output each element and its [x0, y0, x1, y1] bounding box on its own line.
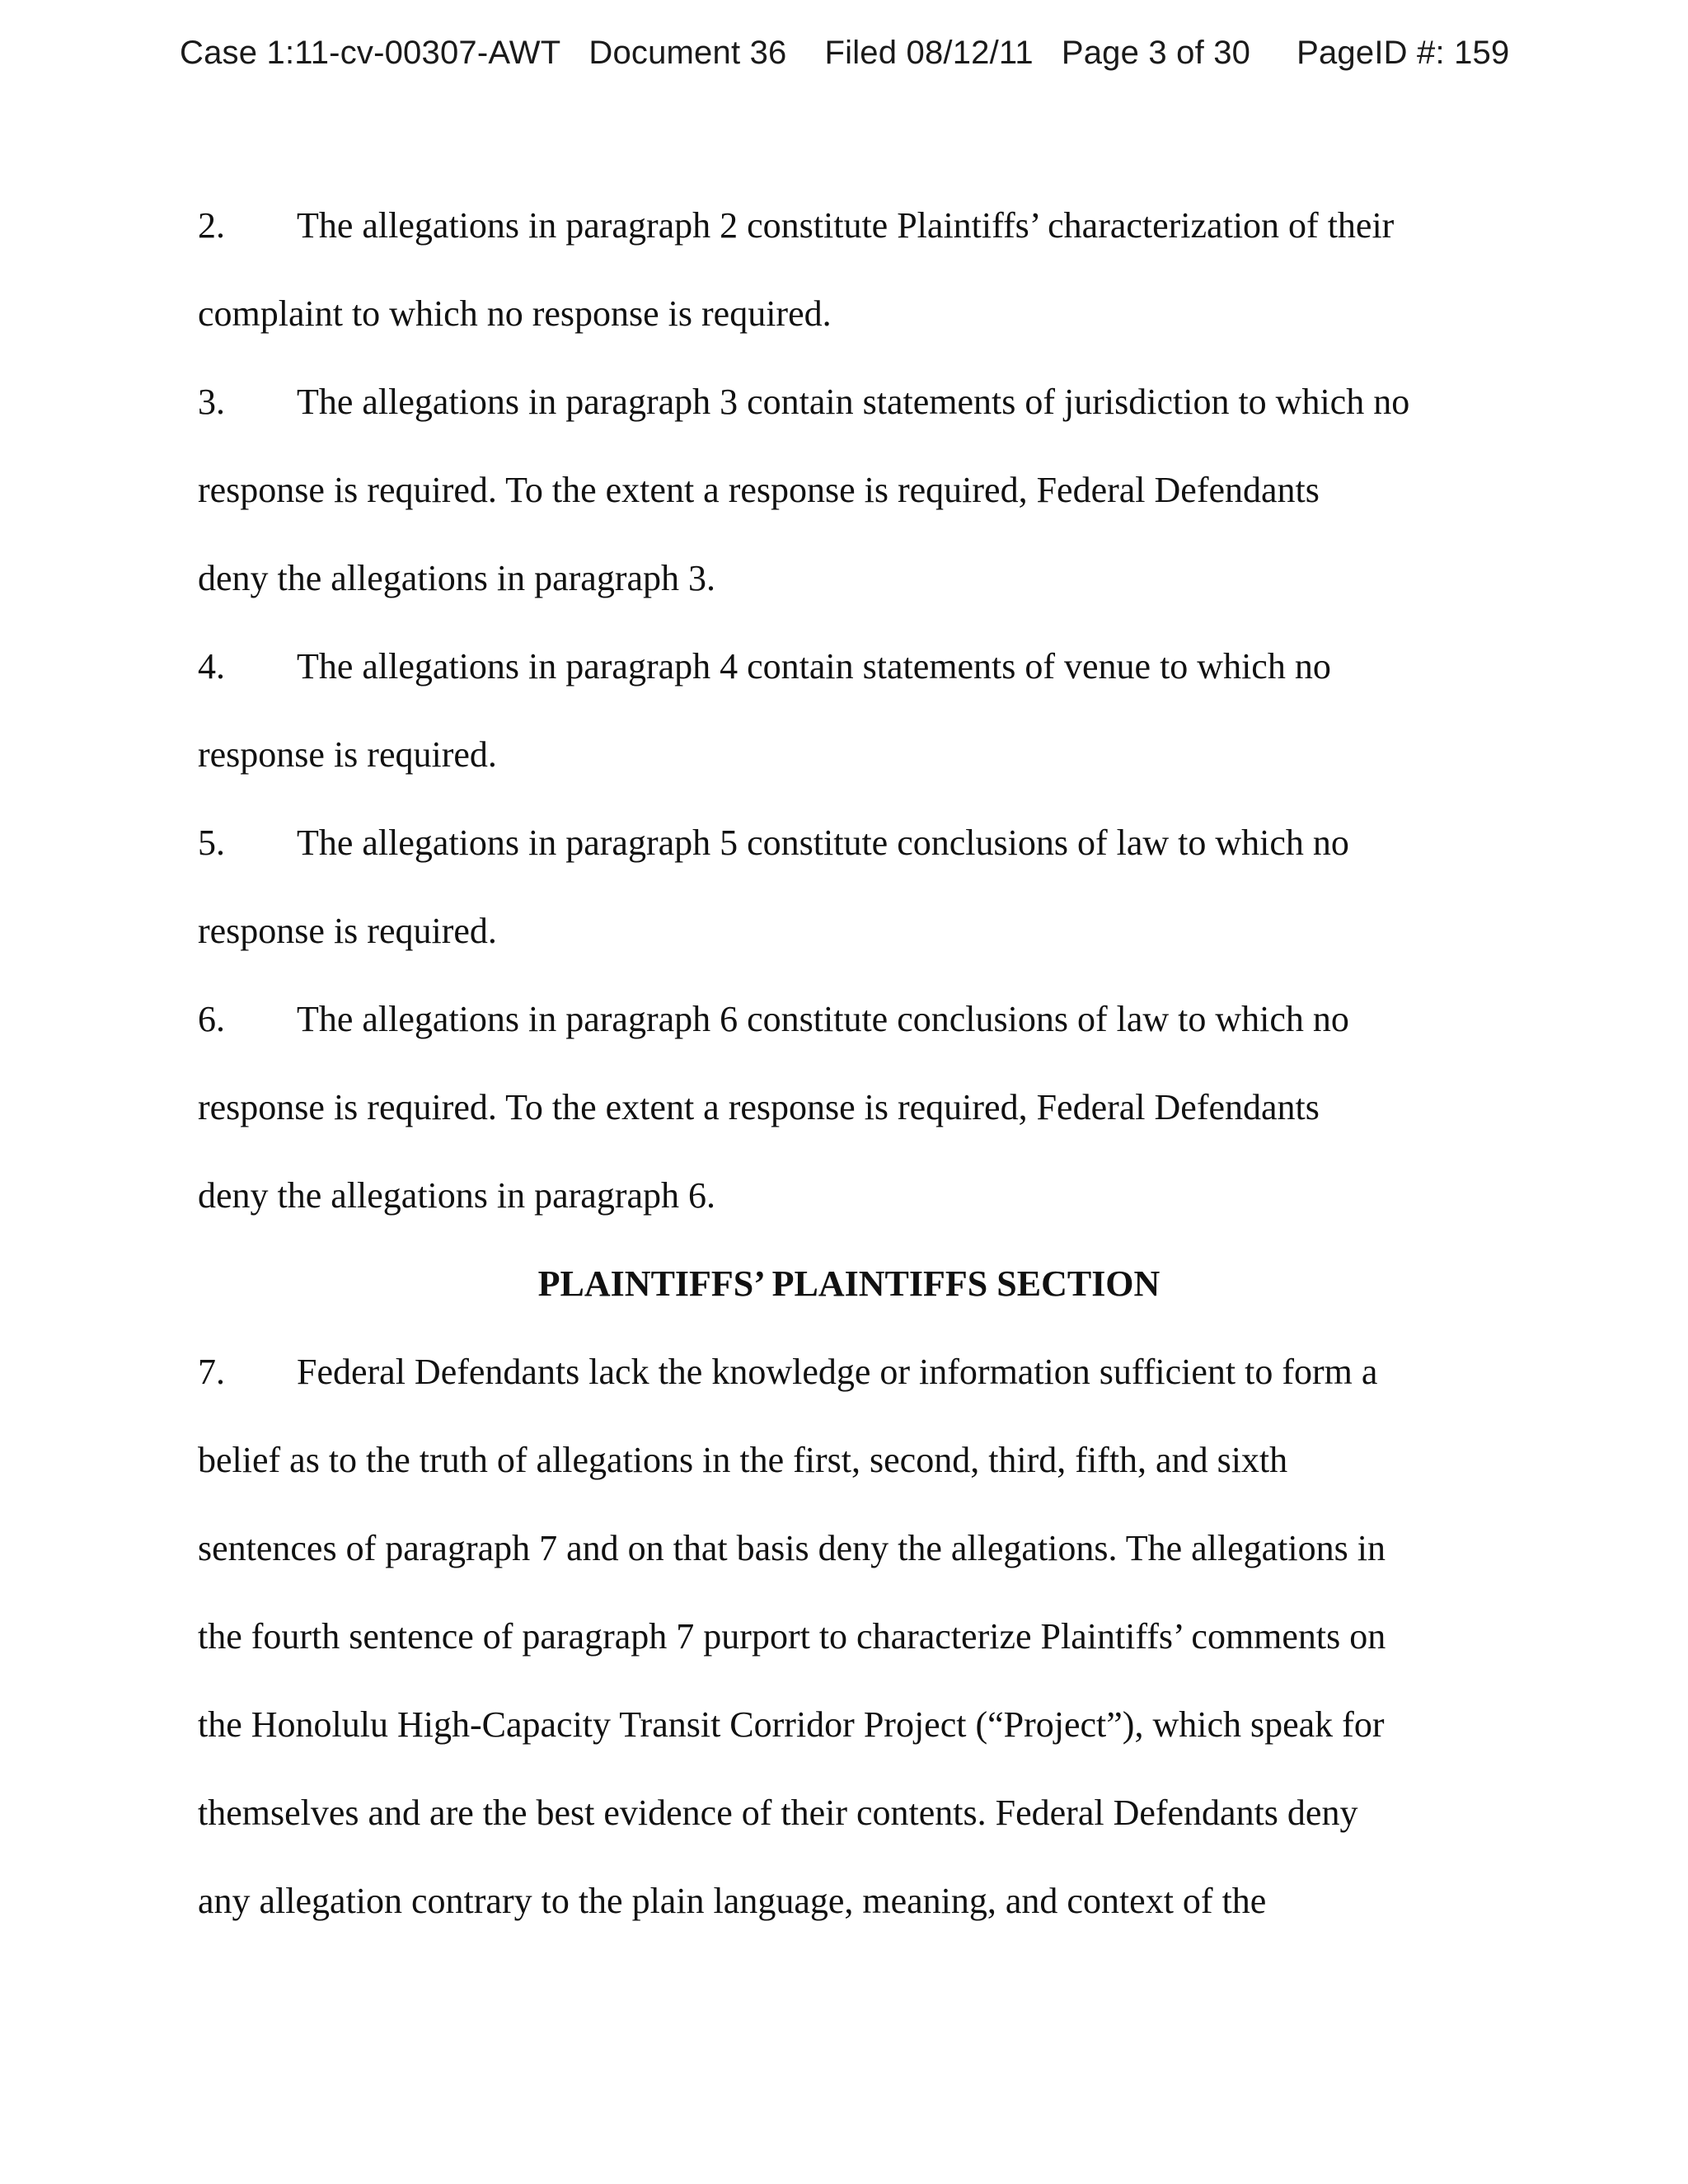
text-line: deny the allegations in paragraph 3. [198, 558, 716, 598]
paragraph-2 [198, 181, 1500, 358]
text-line [198, 358, 1500, 446]
document-body [198, 181, 1500, 1945]
paragraph-number: 6. [198, 999, 225, 1039]
paragraph-3 [198, 358, 1500, 622]
ecf-header [180, 35, 1508, 72]
text-line: sentences of paragraph 7 and on that basis deny the allegations. The allegations in [198, 1528, 1386, 1568]
case-number: Case 1:11-cv-00307-AWT [180, 35, 561, 71]
text-line: response is required. [198, 911, 497, 951]
paragraph-text: The allegations in paragraph 2 constitute Plaintiffs’ characterization of their [297, 205, 1395, 246]
text-line [198, 622, 1500, 710]
text-line: response is required. To the extent a response is required, Federal Defendants [198, 1087, 1320, 1127]
text-line: response is required. To the extent a response is required, Federal Defendants [198, 470, 1320, 510]
filed-date: Filed 08/12/11 [824, 35, 1034, 71]
text-line: response is required. [198, 734, 497, 775]
text-line: belief as to the truth of allegations in the first, second, third, fifth, and sixth [198, 1440, 1288, 1480]
document-number: Document 36 [588, 35, 787, 71]
text-line: any allegation contrary to the plain language, meaning, and context of the [198, 1881, 1267, 1921]
paragraph-7 [198, 1328, 1500, 1945]
text-line [198, 799, 1500, 887]
paragraph-number: 2. [198, 205, 225, 246]
paragraph-6 [198, 975, 1500, 1240]
paragraph-4 [198, 622, 1500, 799]
page-number: Page 3 of 30 [1061, 35, 1251, 71]
section-heading: PLAINTIFFS’ PLAINTIFFS SECTION [537, 1263, 1160, 1304]
text-line: the fourth sentence of paragraph 7 purport to characterize Plaintiffs’ comments on [198, 1616, 1386, 1657]
paragraph-number: 7. [198, 1352, 225, 1392]
paragraph-text: Federal Defendants lack the knowledge or information sufficient to form a [297, 1352, 1378, 1392]
paragraph-text: The allegations in paragraph 3 contain statements of jurisdiction to which no [297, 382, 1410, 422]
paragraph-text: The allegations in paragraph 5 constitute conclusions of law to which no [297, 823, 1349, 863]
paragraph-number: 3. [198, 382, 225, 422]
paragraph-number: 5. [198, 823, 225, 863]
text-line [198, 975, 1500, 1063]
text-line: themselves and are the best evidence of their contents. Federal Defendants deny [198, 1793, 1358, 1833]
text-line [198, 1328, 1500, 1416]
paragraph-text: The allegations in paragraph 6 constitute conclusions of law to which no [297, 999, 1349, 1039]
paragraph-number: 4. [198, 646, 225, 687]
paragraph-5 [198, 799, 1500, 975]
text-line [198, 181, 1500, 269]
paragraph-text: The allegations in paragraph 4 contain statements of venue to which no [297, 646, 1331, 687]
text-line: complaint to which no response is required. [198, 293, 832, 334]
text-line: the Honolulu High-Capacity Transit Corridor Project (“Project”), which speak for [198, 1704, 1385, 1745]
page-id: PageID #: 159 [1296, 35, 1510, 71]
text-line: deny the allegations in paragraph 6. [198, 1175, 716, 1216]
